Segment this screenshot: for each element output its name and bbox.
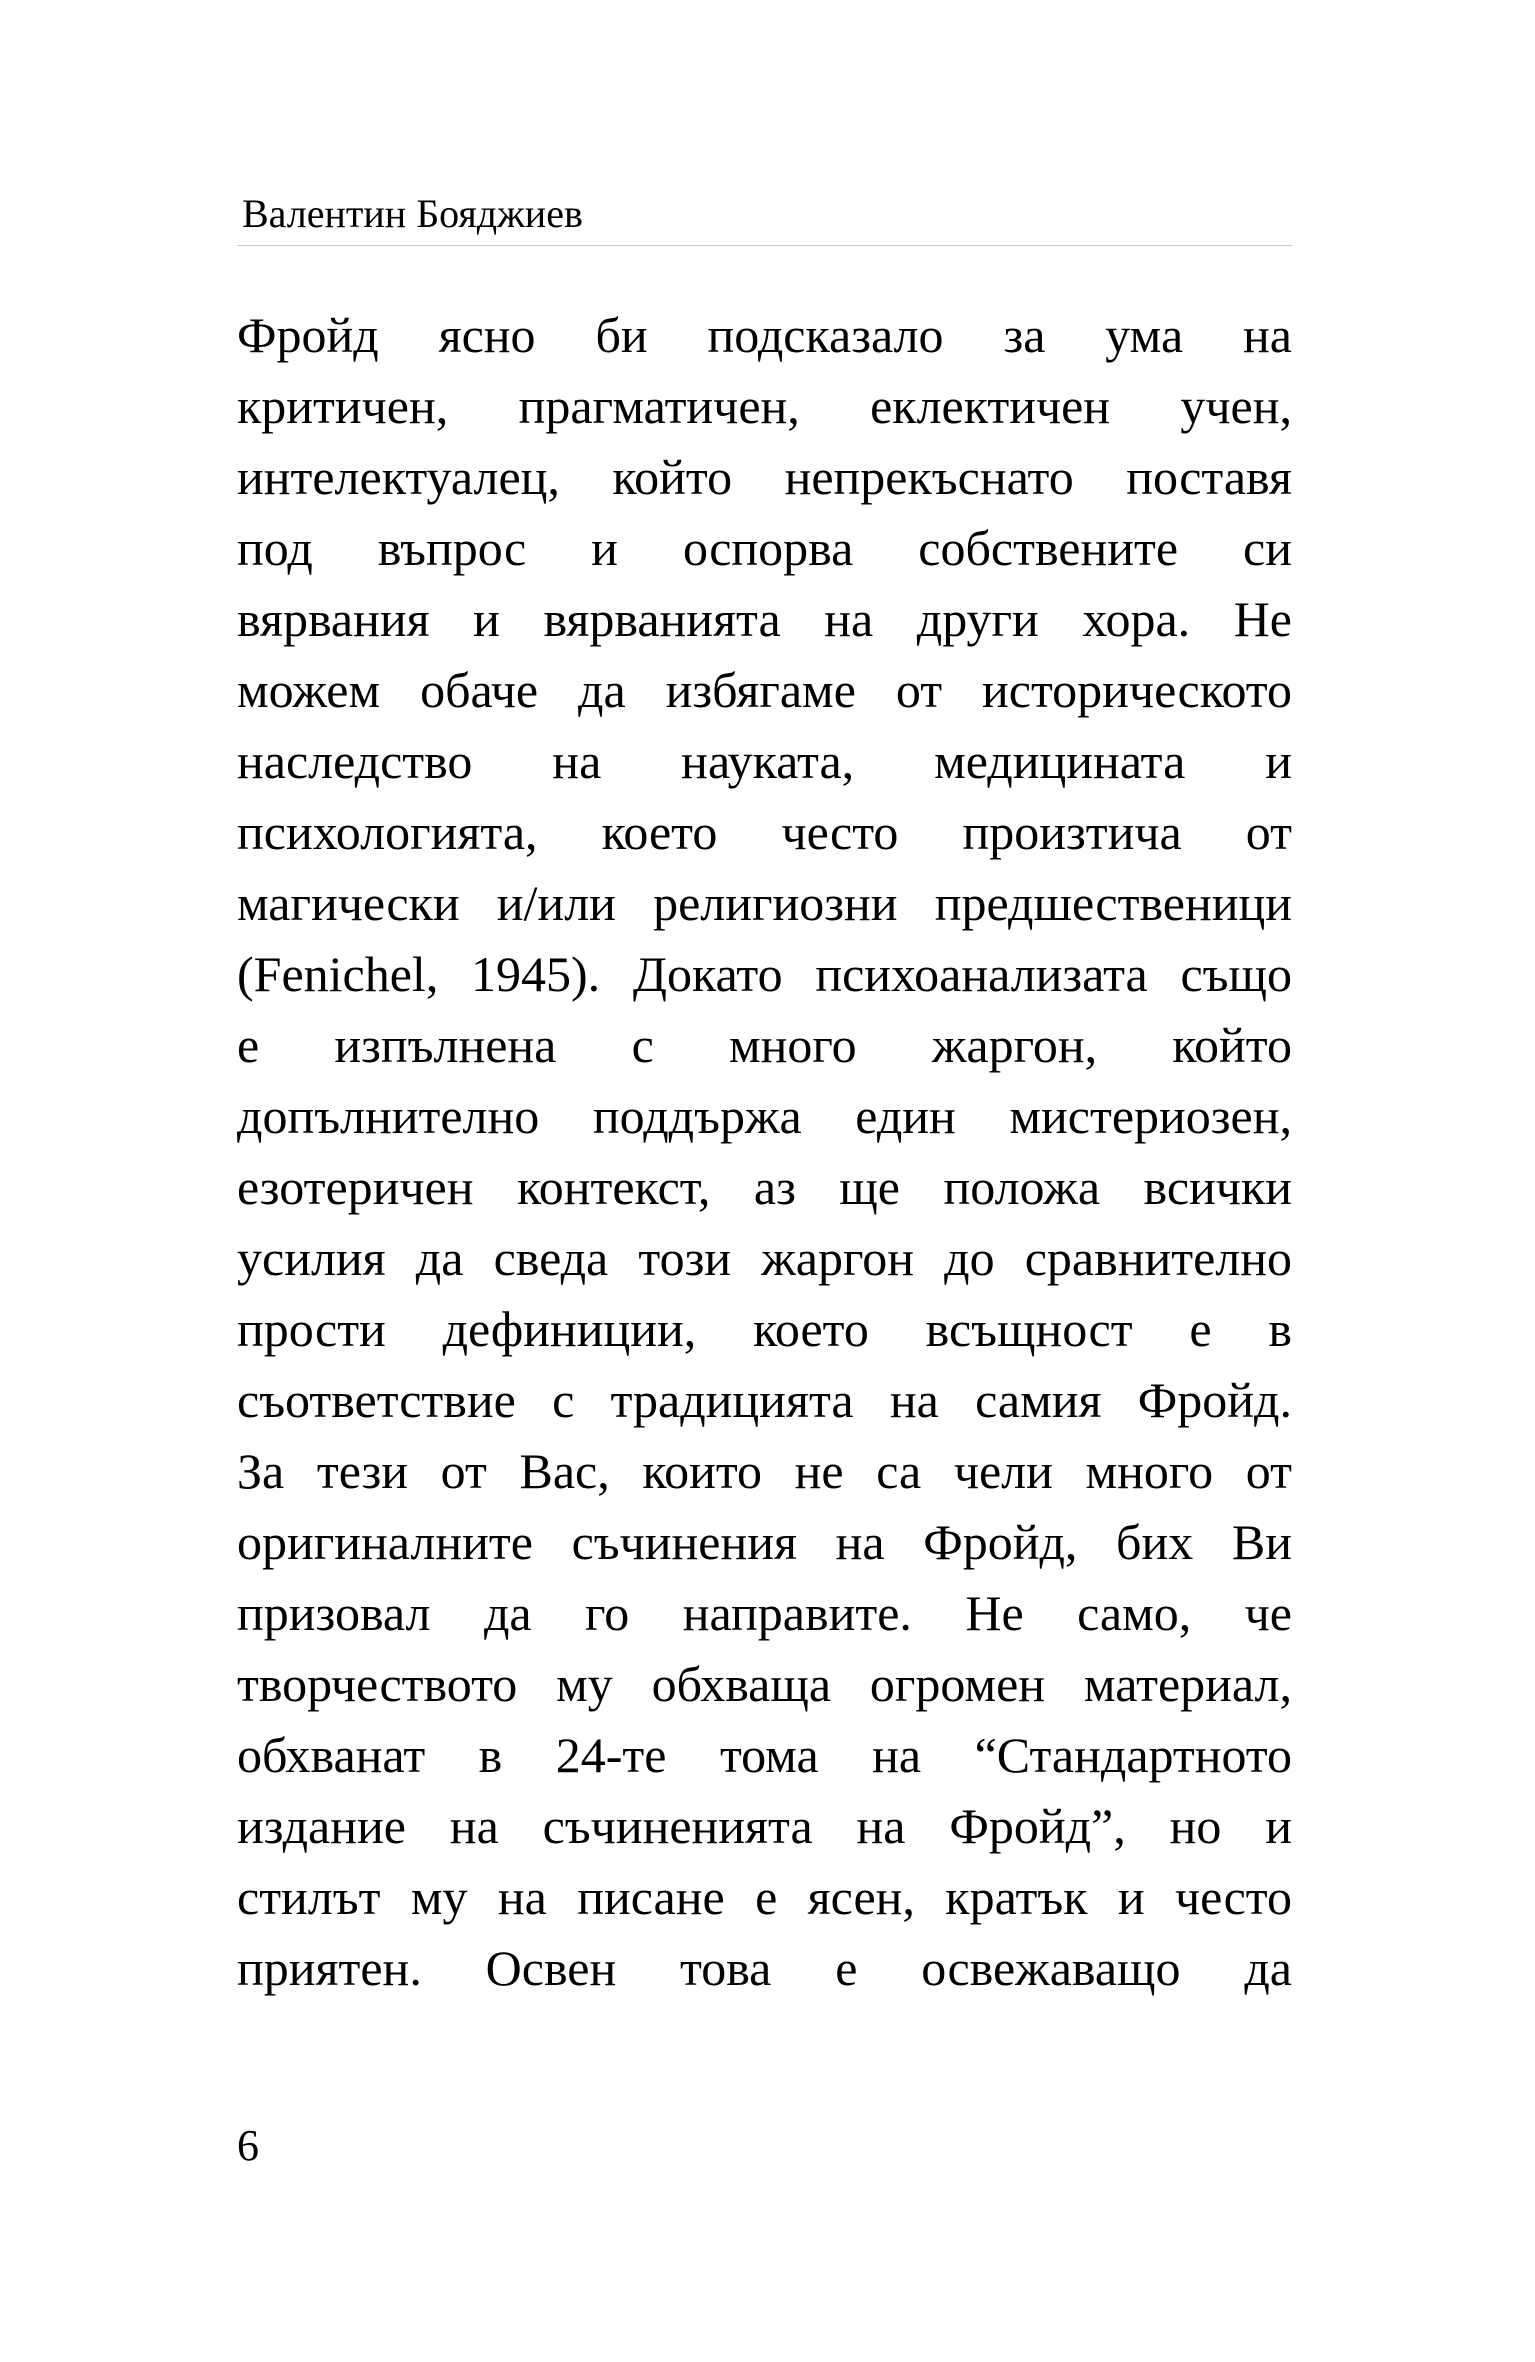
text-line: можем обаче да избягаме от историческото	[237, 662, 1292, 718]
text-line: критичен, прагматичен, еклектичен учен,	[237, 378, 1292, 434]
text-line: езотеричен контекст, аз ще положа всички	[237, 1159, 1292, 1215]
text-line: За тези от Вас, които не са чели много от	[237, 1443, 1292, 1499]
text-line: призовал да го направите. Не само, че	[237, 1585, 1292, 1641]
text-line: наследство на науката, медицината и	[237, 733, 1292, 789]
text-line: приятен. Освен това е освежаващо да	[237, 1940, 1292, 1996]
text-line: психологията, което често произтича от	[237, 804, 1292, 860]
text-line: под въпрос и оспорва собствените си	[237, 520, 1292, 576]
text-line: Фройд ясно би подсказало за ума на	[237, 307, 1292, 363]
text-line: е изпълнена с много жаргон, който	[237, 1017, 1292, 1073]
text-line: оригиналните съчинения на Фройд, бих Ви	[237, 1514, 1292, 1570]
text-line: творчеството му обхваща огромен материал,	[237, 1656, 1292, 1712]
text-line: вярвания и вярванията на други хора. Не	[237, 591, 1292, 647]
text-line: допълнително поддържа един мистериозен,	[237, 1088, 1292, 1144]
text-line: магически и/или религиозни предшественици	[237, 875, 1292, 931]
text-line: съответствие с традицията на самия Фройд.	[237, 1372, 1292, 1428]
author-name: Валентин Бояджиев	[242, 191, 583, 236]
text-line: обхванат в 24-те тома на “Стандартното	[237, 1727, 1292, 1783]
running-header	[237, 190, 1292, 246]
text-line: интелектуалец, който непрекъснато поставя	[237, 449, 1292, 505]
text-line: усилия да сведа този жаргон до сравнително	[237, 1230, 1292, 1286]
text-line: стилът му на писане е ясен, кратък и често	[237, 1869, 1292, 1925]
page-number: 6	[237, 2121, 259, 2170]
text-line: прости дефиниции, което всъщност е в	[237, 1301, 1292, 1357]
body-paragraph	[237, 300, 1292, 2004]
text-line: (Fenichel, 1945). Докато психоанализата също	[237, 946, 1292, 1002]
text-line: издание на съчиненията на Фройд”, но и	[237, 1798, 1292, 1854]
